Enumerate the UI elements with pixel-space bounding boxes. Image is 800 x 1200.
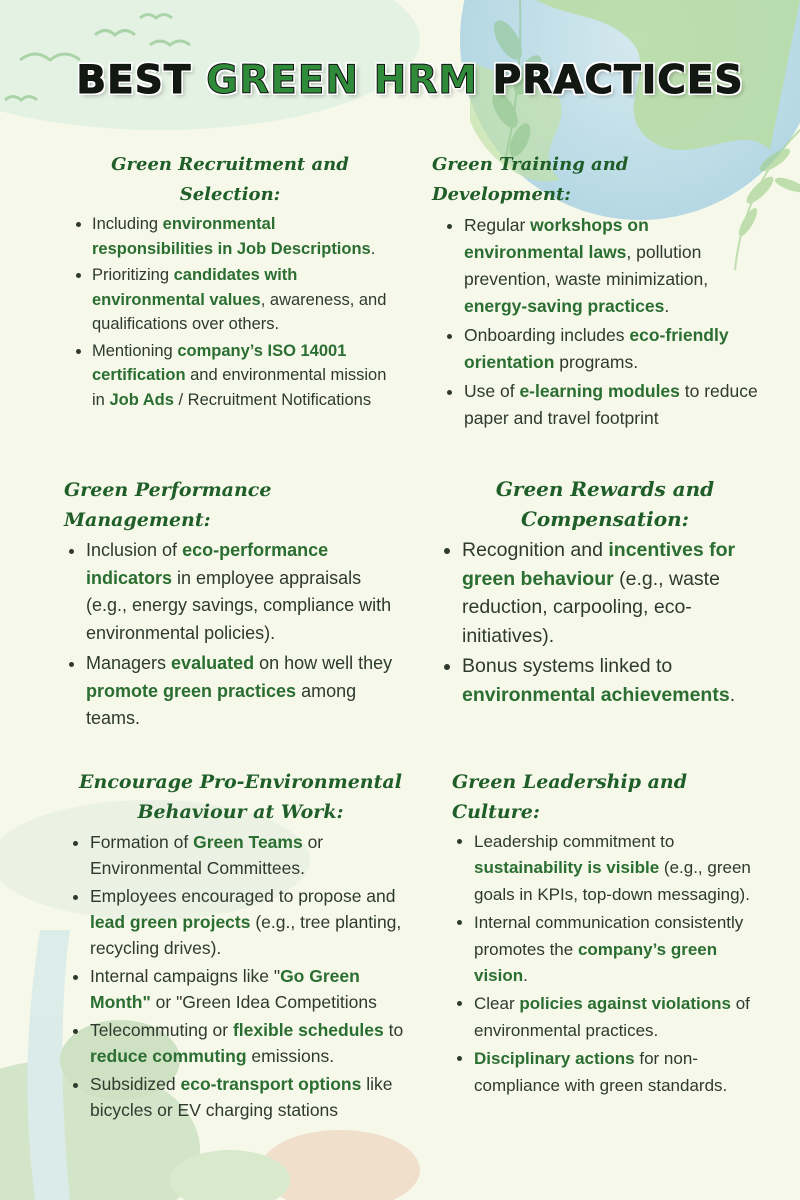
list-item — [90, 1071, 413, 1123]
bold-text: environmental achievements — [462, 683, 730, 706]
bullet-list — [68, 829, 413, 1123]
text: emissions. — [246, 1046, 335, 1066]
text: of environmental practices. — [474, 994, 750, 1040]
list-item — [462, 652, 770, 709]
list-item — [92, 212, 390, 261]
text: or "Green Idea Competitions — [150, 992, 377, 1012]
text: Subsidized — [90, 1074, 181, 1094]
list-item — [90, 963, 413, 1015]
text: to reduce paper and travel footprint — [464, 381, 758, 428]
bullet-list — [64, 537, 394, 733]
bullet-list — [70, 212, 390, 412]
text: on how well they — [254, 652, 393, 673]
text: (e.g., tree planting, recycling drives). — [90, 912, 402, 958]
bold-text: eco-transport options — [180, 1074, 362, 1094]
section-rewards — [440, 474, 770, 712]
bold-text: lead green projects — [90, 912, 251, 932]
text: (e.g., green goals in KPIs, top-down messaging). — [474, 858, 751, 904]
bold-text: eco-friendly orientation — [464, 325, 729, 372]
bold-text: Green Teams — [193, 832, 303, 852]
text: Managers — [86, 652, 172, 673]
text: in employee appraisals (e.g., energy savings, compliance with environmental policies). — [86, 567, 392, 644]
list-item — [92, 263, 390, 337]
text: Clear — [474, 994, 520, 1014]
text: Leadership commitment to — [474, 832, 675, 851]
text: Formation of — [90, 832, 194, 852]
list-item — [474, 910, 752, 989]
list-item — [92, 339, 390, 413]
section-heading: Green Performance Management: — [64, 479, 272, 531]
text: and environmental mission in — [92, 366, 387, 409]
text: Including — [92, 215, 163, 233]
section-leadership — [452, 767, 752, 1101]
bold-text: promote green practices — [86, 680, 297, 701]
bold-text: Job Ads — [109, 390, 174, 409]
text: Prioritizing — [92, 266, 174, 284]
text: , awareness, and qualifications over others. — [92, 290, 387, 333]
title-part-green-hrm: GREEN HRM — [206, 58, 479, 103]
text: Recognition and — [462, 539, 609, 561]
text: Bonus systems linked to — [462, 655, 673, 678]
list-item — [86, 537, 394, 648]
text: Use of — [464, 381, 520, 401]
bold-text: eco-performance indicators — [86, 540, 329, 588]
text: Onboarding includes — [464, 325, 630, 345]
text: . — [523, 966, 528, 986]
text: / Recruitment Notifications — [173, 390, 372, 409]
section-heading: Encourage Pro-Environmental Behaviour at Work: — [79, 771, 402, 823]
text: (e.g., waste reduction, carpooling, eco-initiatives). — [462, 567, 720, 647]
bold-text: workshops on environmental laws — [464, 215, 649, 262]
list-item — [474, 1046, 752, 1099]
text: or Environmental Committees. — [90, 832, 324, 878]
bold-text: candidates with environmental values — [92, 266, 298, 309]
bold-text: sustainability is visible — [474, 858, 660, 878]
section-heading: Green Recruitment and Selection: — [111, 154, 349, 205]
bullet-list — [440, 536, 770, 710]
list-item — [474, 829, 752, 908]
text: Employees encouraged to propose and — [90, 886, 396, 906]
section-performance — [64, 475, 394, 735]
section-heading: Green Training and Development: — [432, 154, 629, 205]
text: Internal communication consistently promotes the — [474, 913, 744, 959]
bold-text: evaluated — [171, 652, 255, 673]
page-title — [0, 58, 800, 103]
text: Mentioning — [92, 341, 178, 360]
text: Inclusion of — [86, 540, 183, 560]
text: . — [664, 296, 670, 316]
bold-text: environmental responsibilities in Job Descriptions — [92, 215, 371, 258]
title-part-practices: PRACTICES — [478, 58, 744, 103]
list-item — [474, 991, 752, 1044]
bold-text: Go Green Month" — [90, 966, 360, 1012]
bold-text: incentives for green behaviour — [462, 539, 736, 590]
text: like bicycles or EV charging stations — [90, 1074, 393, 1120]
text: for non-compliance with green standards. — [474, 1049, 728, 1095]
bold-text: Disciplinary actions — [474, 1049, 635, 1069]
bold-text: e-learning modules — [519, 381, 680, 401]
text: Internal campaigns like " — [90, 966, 281, 986]
list-item — [464, 378, 762, 432]
list-item — [464, 212, 762, 320]
text: . — [370, 239, 376, 258]
list-item — [86, 650, 394, 733]
bold-text: reduce commuting — [90, 1046, 247, 1066]
section-behaviour — [68, 767, 413, 1125]
text: , pollution prevention, waste minimization, — [464, 242, 709, 289]
text: programs. — [554, 352, 639, 372]
section-recruitment — [70, 150, 390, 414]
bold-text: energy-saving practices — [464, 296, 665, 316]
section-heading: Green Rewards and Compensation: — [495, 477, 715, 531]
bullet-list — [432, 212, 762, 432]
text: Regular — [464, 215, 531, 235]
list-item — [90, 1017, 413, 1069]
title-part-best: BEST — [76, 58, 207, 103]
section-heading: Green Leadership and Culture: — [452, 771, 688, 823]
list-item — [90, 883, 413, 961]
list-item — [90, 829, 413, 881]
bold-text: policies against violations — [519, 994, 731, 1014]
text: among teams. — [86, 680, 357, 729]
bold-text: company’s ISO 14001 certification — [92, 341, 347, 384]
text: Telecommuting or — [90, 1020, 233, 1040]
text: . — [729, 683, 736, 706]
section-training — [432, 150, 762, 434]
bold-text: company’s green vision — [474, 939, 718, 986]
list-item — [464, 322, 762, 376]
text: to — [383, 1020, 404, 1040]
bold-text: flexible schedules — [232, 1020, 384, 1040]
list-item — [462, 536, 770, 650]
bullet-list — [452, 829, 752, 1099]
